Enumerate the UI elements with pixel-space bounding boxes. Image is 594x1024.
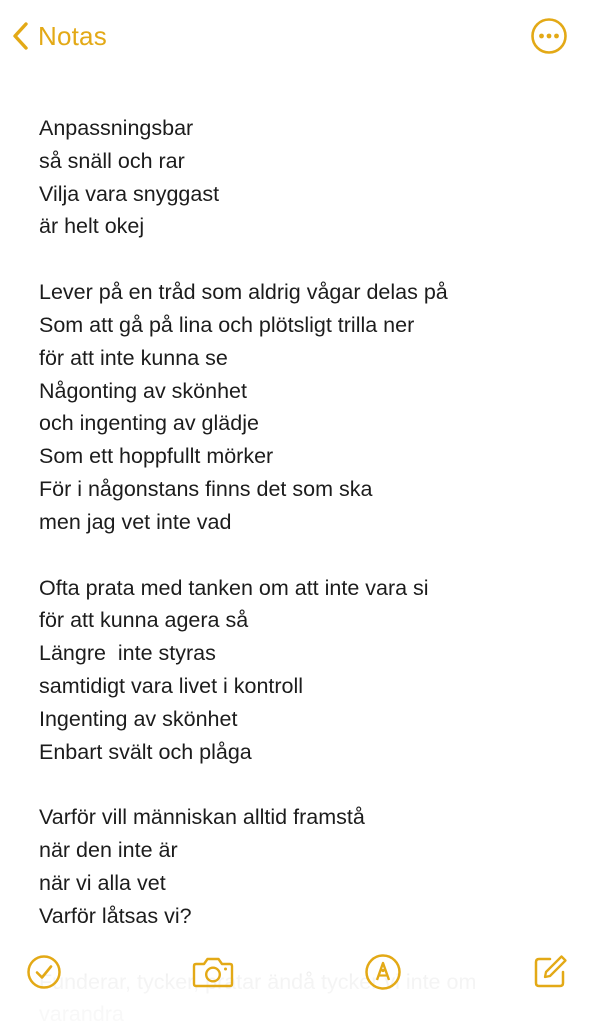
markup-pen-icon	[364, 953, 402, 991]
note-line: men jag vet inte vad	[39, 509, 232, 534]
compose-button[interactable]	[528, 950, 572, 994]
note-line: För i någonstans finns det som ska	[39, 476, 373, 501]
stanza	[39, 112, 574, 243]
note-line: är helt okej	[39, 214, 145, 239]
note-line: Anpassningsbar	[39, 116, 194, 140]
note-line: när den inte är	[39, 838, 178, 863]
camera-button[interactable]	[191, 950, 235, 994]
bottom-toolbar	[0, 940, 594, 1024]
note-line: Längre inte styras	[39, 641, 216, 666]
note-line: Som ett hoppfullt mörker	[39, 444, 274, 469]
note-line: och ingenting av glädje	[39, 411, 259, 436]
navigation-bar	[0, 0, 594, 72]
stanza	[39, 801, 574, 932]
note-line: Ofta prata med tanken om att inte vara si	[39, 575, 429, 600]
checklist-button[interactable]	[22, 950, 66, 994]
note-line: Vilja vara snyggast	[39, 181, 220, 206]
compose-icon	[531, 953, 569, 991]
note-line: så snäll och rar	[39, 148, 185, 173]
note-line: när vi alla vet	[39, 870, 166, 895]
chevron-left-icon	[10, 20, 32, 52]
note-line: Ingenting av skönhet	[39, 706, 238, 731]
stanza	[39, 572, 574, 769]
more-options-button[interactable]	[530, 17, 568, 55]
stanza	[39, 276, 574, 538]
markup-button[interactable]	[361, 950, 405, 994]
camera-icon	[191, 954, 235, 990]
back-button[interactable]	[10, 16, 107, 56]
note-line: för att kunna agera så	[39, 608, 249, 633]
note-line: Lever på en tråd som aldrig vågar delas på	[39, 280, 448, 305]
note-line: Enbart svält och plåga	[39, 739, 252, 764]
note-line: Varför vill människan alltid framstå	[39, 805, 365, 830]
checklist-icon	[26, 954, 62, 990]
note-line: Som att gå på lina och plötsligt trilla ner	[39, 312, 415, 337]
note-line: för att inte kunna se	[39, 345, 228, 370]
back-label: Notas	[38, 20, 107, 51]
ellipsis-circle-icon	[530, 42, 568, 59]
note-line: samtidigt vara livet i kontroll	[39, 673, 304, 698]
note-body[interactable]	[39, 112, 574, 1024]
note-line: Någonting av skönhet	[39, 378, 247, 403]
note-line: Varför låtsas vi?	[39, 903, 192, 928]
